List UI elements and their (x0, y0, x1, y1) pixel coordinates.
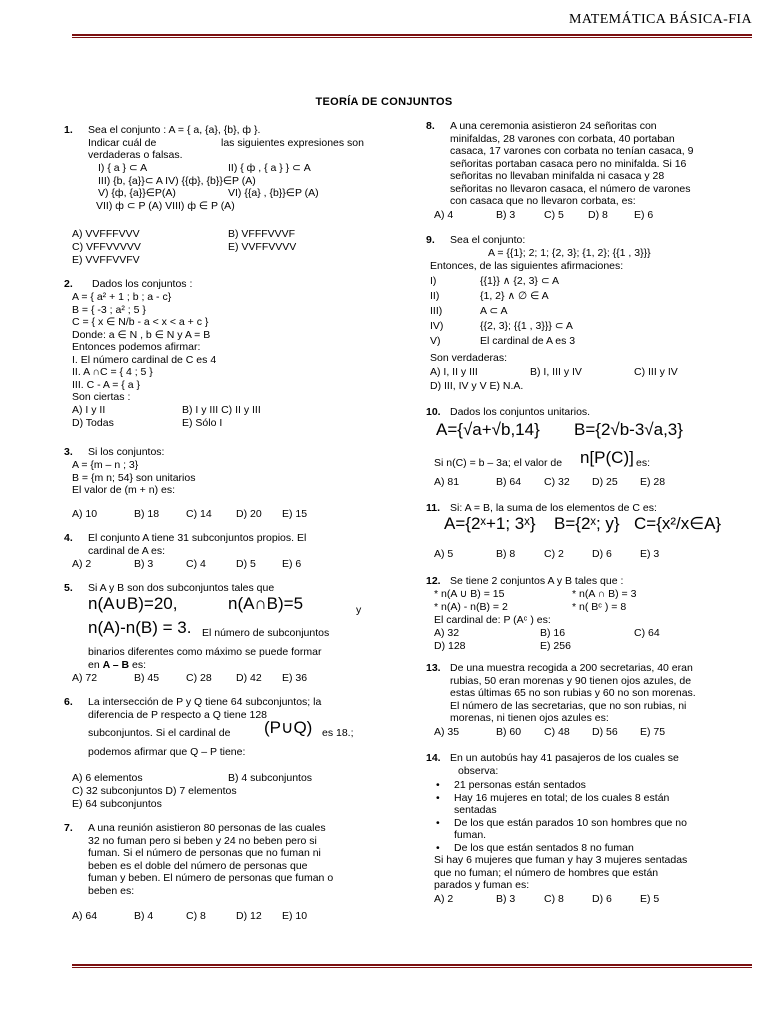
statement-text: {{1}} ∧ {2, 3} ⊂ A (480, 275, 559, 287)
q7-line: beben es el doble del número de personas que (88, 859, 308, 872)
answer-option: A) 4 (434, 209, 454, 221)
answer-option: B) 4 subconjuntos (228, 772, 313, 784)
q7-line: fuman y beben. El número de personas que fuman o (88, 872, 334, 884)
statement-label: III) (430, 305, 443, 317)
q6-line: diferencia de P respecto a Q tiene 128 (88, 708, 268, 721)
answer-option: C) 8 (544, 893, 564, 905)
q1-line: Sea el conjunto : A = { a, {a}, {b}, ф }. (88, 124, 261, 136)
q3-line: El valor de (m + n) es: (72, 484, 175, 496)
q8-line: señoritas no llevaban minifalda ni casaca y 28 (450, 170, 665, 182)
answer-option: B) VFFFVVVF (228, 228, 296, 240)
course-header: MATEMÁTICA BÁSICA-FIA (568, 12, 752, 27)
answer-option: A) 6 elementos (72, 772, 143, 784)
statement-label: IV) (430, 320, 444, 332)
q9-line: Entonces, de las siguientes afirmaciones: (430, 260, 624, 272)
answer-option: E) VVFFVVVV (228, 241, 297, 253)
q6-line: es 18.; (322, 727, 354, 739)
q7-line: 32 no fuman pero si beben y 24 no beben pero si (88, 834, 317, 847)
q2-line: I. El número cardinal de C es 4 (72, 353, 217, 366)
question-number: 13. (426, 662, 441, 674)
q1-line: Indicar cuál de (88, 136, 157, 149)
answer-option: D) 6 (592, 548, 612, 560)
q3-line: B = {m n; 54} son unitarios (72, 471, 196, 484)
condition: * n( Bᶜ ) = 8 (572, 601, 627, 613)
q8-line: señoritas no llevaron casaca, el número de varones (450, 182, 691, 195)
answer-option: B) 3 (496, 209, 516, 221)
q7-line: beben es: (88, 884, 135, 897)
q6-line: La intersección de P y Q tiene 64 subconjuntos; la (88, 696, 322, 708)
q8-line: con casaca que no llevaron corbata, es: (450, 195, 636, 207)
q8-line: casaca, 17 varones con corbata no tenían casaca, 9 (450, 145, 694, 157)
question-number: 11. (426, 502, 441, 514)
q2-line: II. A ∩C = { 4 ; 5 } (72, 366, 153, 378)
formula: (P∪Q) (264, 718, 313, 737)
q1-expr: VII) ф ⊂ P (A) VIII) ф ∈ P (A) (96, 200, 235, 212)
question-number: 9. (426, 234, 435, 246)
answer-option: E) 64 subconjuntos (72, 797, 162, 810)
answer-option: E) 28 (640, 476, 666, 488)
q13-line: morenas, ni tienen ojos azules es: (450, 712, 609, 724)
answer-option: A) 72 (72, 672, 98, 684)
answer-option: E) 5 (640, 893, 660, 905)
q2-line: Dados los conjuntos : (92, 278, 193, 290)
answer-option: B) 16 (540, 626, 566, 639)
q6-line: podemos afirmar que Q – P tiene: (88, 746, 246, 758)
q3-line: A = {m – n ; 3} (72, 459, 139, 471)
q13-line: El número de las secretarias, que no son rubias, ni (450, 699, 687, 712)
question-number: 4. (64, 532, 73, 544)
q7-line: fuman. Si el número de personas que no fuman ni (88, 847, 321, 859)
q2-line: Son ciertas : (72, 391, 131, 403)
statement-label: V) (430, 335, 441, 347)
q6-line: subconjuntos. Si el cardinal de (88, 727, 231, 739)
q13-line: De una muestra recogida a 200 secretarias, 40 eran (450, 662, 693, 674)
answer-option: C) 32 (544, 476, 570, 488)
q14-line: observa: (458, 764, 499, 777)
answer-option: A) 10 (72, 508, 98, 520)
answer-option: B) 8 (496, 548, 516, 560)
q2-line: III. C - A = { a } (72, 378, 140, 391)
answer-option: C) 4 (186, 558, 206, 570)
answer-option: D) 56 (592, 726, 618, 738)
page-title: TEORÍA DE CONJUNTOS (315, 96, 453, 108)
q1-line: verdaderas o falsas. (88, 149, 183, 161)
formula: A={2ˣ+1; 3ˣ} (444, 514, 536, 533)
q10-line: es: (636, 457, 651, 469)
answer-option: B) 64 (496, 476, 522, 488)
q8-line: A una ceremonia asistieron 24 señoritas con (450, 120, 657, 132)
answer-option: C) 48 (544, 726, 570, 738)
header-rule (72, 34, 752, 38)
answer-option: A) 32 (434, 626, 460, 639)
statement-text: {1, 2} ∧ ∅ ∈ A (480, 290, 549, 302)
bullet-item: • Hay 16 mujeres en total; de los cuales 8 están (430, 792, 726, 805)
q1-expr: I) { a } ⊂ A (98, 161, 148, 174)
q5-line: Si A y B son dos subconjuntos tales que (88, 582, 275, 594)
bullet-item-cont: sentadas (454, 804, 497, 816)
answer-option: A) I y II (72, 403, 106, 416)
q8-line: señoritas portaban casaca pero no minifalda. Si 16 (450, 157, 687, 170)
answer-option: E) 10 (282, 910, 308, 922)
q9-line: Sea el conjunto: (450, 234, 526, 246)
answer-option: B) 45 (134, 672, 160, 684)
q3-line: Si los conjuntos: (88, 446, 165, 458)
answer-option: C) 14 (186, 508, 212, 520)
question-number: 1. (64, 124, 73, 136)
q1-expr: II) { ф , { a } } ⊂ A (228, 161, 311, 174)
q14-line: Si hay 6 mujeres que fuman y hay 3 mujeres sentadas (434, 854, 688, 866)
q11-line: Si: A = B, la suma de los elementos de C es: (450, 502, 657, 514)
formula: n[P(C)] (580, 448, 634, 467)
question-number: 5. (64, 582, 73, 594)
formula: n(A∩B)=5 (228, 594, 304, 613)
answer-option: B) 3 (134, 558, 154, 570)
q14-line: En un autobús hay 41 pasajeros de los cuales se (450, 752, 679, 764)
answer-option: E) 3 (640, 548, 660, 560)
question-number: 8. (426, 120, 435, 132)
q13-line: estas últimas 65 no son rubias y 60 no son morenas. (450, 687, 696, 699)
answer-option: E) 6 (634, 209, 654, 221)
condition: * n(A ∪ B) = 15 (434, 588, 505, 600)
answer-option: E) 256 (540, 639, 571, 652)
q12-line: El cardinal de: P (Aᶜ ) es: (434, 614, 551, 626)
q12-line: Se tiene 2 conjuntos A y B tales que : (450, 575, 624, 587)
footer-rule (72, 964, 752, 968)
question-number: 6. (64, 696, 73, 708)
answer-option: A) 5 (434, 548, 454, 560)
formula: B={2ˣ; y} (554, 514, 620, 533)
q9-line: Son verdaderas: (430, 352, 508, 364)
q7-line: A una reunión asistieron 80 personas de las cuales (88, 822, 326, 834)
formula: n(A∪B)=20, (88, 594, 178, 613)
q5-line: y (356, 604, 362, 616)
question-number: 14. (426, 752, 441, 764)
q5-line: binarios diferentes como máximo se puede formar (88, 646, 322, 658)
q5-line: en A – B es: (88, 659, 146, 671)
q5-line: El número de subconjuntos (202, 627, 330, 639)
answer-option: D) 20 (236, 508, 262, 520)
formula: B={2√b-3√a,3} (574, 420, 683, 439)
answer-option: C) 32 subconjuntos D) 7 elementos (72, 785, 237, 797)
question-number: 10. (426, 406, 441, 418)
q1-line: las siguientes expresiones son (220, 136, 364, 149)
answer-option: E) Sólo I (182, 416, 223, 429)
q2-line: A = { a² + 1 ; b ; a - c} (72, 291, 172, 303)
answer-option: A) 2 (434, 893, 454, 905)
answer-option: B) I, III y IV (530, 366, 582, 378)
question-number: 7. (64, 822, 73, 834)
answer-option: B) I y III C) II y III (182, 403, 261, 416)
answer-option: E) 75 (640, 726, 666, 738)
answer-option: E) 6 (282, 558, 302, 570)
answer-option: E) 36 (282, 672, 308, 684)
q1-expr: V) {ф, {a}}∈P(A) (98, 187, 176, 199)
formula: A={√a+√b,14} (436, 420, 540, 439)
formula: C={x²/x∈A} (634, 514, 722, 533)
statement-label: I) (430, 275, 437, 287)
answer-option: C) VFFVVVVV (72, 241, 141, 253)
answer-option: D) 42 (236, 672, 262, 684)
answer-option: A) VVFFFVVV (72, 228, 140, 240)
answer-option: D) 25 (592, 476, 618, 488)
answer-option: C) 8 (186, 910, 206, 922)
q2-line: C = { x ∈ N/b - a < x < a + c } (72, 316, 209, 328)
statement-label: II) (430, 290, 440, 302)
q1-expr: VI) {{a} , {b}}∈P (A) (228, 187, 319, 199)
answer-option: D) 128 (434, 639, 466, 652)
answer-option: B) 18 (134, 508, 160, 520)
answer-option: A) 35 (434, 726, 460, 738)
condition: * n(A) - n(B) = 2 (434, 601, 508, 613)
question-number: 12. (426, 575, 441, 587)
answer-option: D) Todas (72, 416, 114, 429)
answer-option: B) 3 (496, 893, 516, 905)
answer-option: A) 2 (72, 558, 92, 570)
set-difference: A – B (102, 659, 130, 671)
question-number: 2. (64, 278, 73, 290)
answer-option: C) 2 (544, 548, 564, 560)
statement-text: El cardinal de A es 3 (480, 335, 576, 347)
statement-text: A ⊂ A (480, 305, 508, 317)
answer-option: E) VVFFVVFV (72, 254, 140, 266)
answer-option: D) 12 (236, 910, 262, 922)
q2-line: Donde: a ∈ N , b ∈ N y A = B (72, 328, 211, 341)
answer-option: C) 64 (634, 626, 660, 639)
q1-expr: III) {b, {a}}⊂ A IV) {{ф}, {b}}∈P (A) (98, 174, 256, 187)
q14-line: que no fuman; el número de hombres que están (434, 866, 659, 879)
q13-line: rubias, 50 eran morenas y 90 tienen ojos azules, de (450, 674, 692, 687)
answer-option: D) 6 (592, 893, 612, 905)
q8-line: minifaldas, 28 varones con corbata, 40 portaban (450, 132, 675, 145)
condition: * n(A ∩ B) = 3 (572, 588, 637, 600)
bullet-item: • 21 personas están sentados (430, 779, 726, 792)
answer-option: D) 5 (236, 558, 256, 570)
formula: n(A)-n(B) = 3. (88, 618, 192, 637)
bullet-item: • De los que están sentados 8 no fuman (430, 842, 726, 855)
answer-option: A) 64 (72, 910, 98, 922)
q10-line: Si n(C) = b – 3a; el valor de (434, 457, 563, 469)
answer-option: B) 4 (134, 910, 154, 922)
answer-option: C) 28 (186, 672, 212, 684)
q9-line: A = {{1}; 2; 1; {2, 3}; {1, 2}; {{1 , 3}}} (488, 247, 651, 259)
q2-line: Entonces podemos afirmar: (72, 341, 201, 353)
bullet-item-cont: fuman. (454, 829, 487, 841)
statement-text: {{2, 3}; {{1 , 3}}} ⊂ A (480, 320, 573, 332)
q4-line: cardinal de A es: (88, 544, 166, 557)
answer-option: A) I, II y III (430, 366, 478, 378)
answer-option: D) III, IV y V E) N.A. (430, 380, 524, 392)
answer-option: C) 5 (544, 209, 564, 221)
q14-line: parados y fuman es: (434, 879, 530, 891)
q4-line: El conjunto A tiene 31 subconjuntos propios. El (88, 532, 307, 544)
answer-option: A) 81 (434, 476, 460, 488)
bullet-item: • De los que están parados 10 son hombres que no (430, 817, 726, 830)
question-number: 3. (64, 446, 73, 458)
answer-option: D) 8 (588, 209, 608, 221)
answer-option: E) 15 (282, 508, 308, 520)
q10-line: Dados los conjuntos unitarios. (450, 406, 591, 418)
q2-line: B = { -3 ; a² ; 5 } (72, 303, 146, 316)
answer-option: B) 60 (496, 726, 522, 738)
answer-option: C) III y IV (634, 366, 678, 378)
